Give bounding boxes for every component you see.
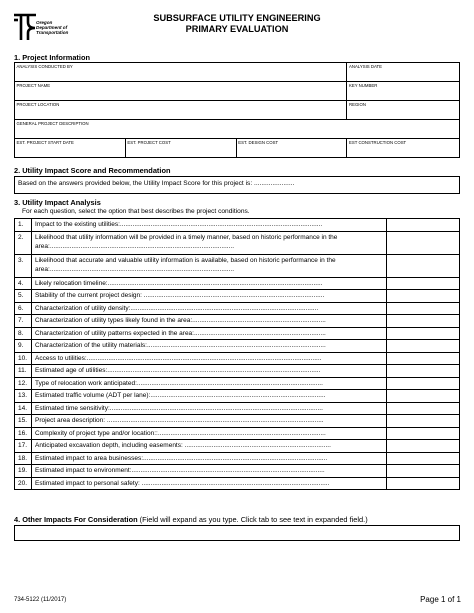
question-number: 4. (15, 277, 32, 290)
question-row (15, 340, 460, 353)
question-row (15, 254, 460, 277)
question-number: 17. (15, 440, 32, 453)
question-number: 16. (15, 427, 32, 440)
question-text: Estimated impact to environment:........................................................................................................... (32, 465, 387, 478)
question-number: 6. (15, 302, 32, 315)
question-number: 2. (15, 231, 32, 254)
page-number: Page 1 of 1 (420, 595, 461, 604)
form-number: 734-5122 (11/2017) (14, 597, 67, 603)
answer-select[interactable] (387, 231, 460, 254)
question-text: Characterization of utility patterns expected in the area:......................................................................... (32, 327, 387, 340)
answer-select[interactable] (387, 427, 460, 440)
project-location-field[interactable]: PROJECT LOCATION (15, 101, 347, 120)
question-row (15, 315, 460, 328)
answer-select[interactable] (387, 277, 460, 290)
question-number: 20. (15, 477, 32, 490)
question-text: Likelihood that utility information will be provided in a timely manner, based on historic performance in the area:...................................................................................................... (32, 231, 387, 254)
question-row (15, 452, 460, 465)
question-text: Estimated impact to area businesses:...................................................................................................... (32, 452, 387, 465)
question-row (15, 465, 460, 478)
construction-cost-field[interactable]: EST CONSTRUCTION COST (347, 139, 460, 158)
other-impacts-field[interactable] (14, 525, 460, 541)
question-text: Stability of the current project design: .................................................................................................... (32, 290, 387, 303)
question-number: 19. (15, 465, 32, 478)
answer-select[interactable] (387, 315, 460, 328)
question-text: Likelihood that accurate and valuable utility information is available, based on historic performance in the area:...................................................................................................... (32, 254, 387, 277)
answer-select[interactable] (387, 465, 460, 478)
form-title: SUBSURFACE UTILITY ENGINEERING PRIMARY EVALUATION (153, 13, 321, 34)
question-text: Estimated impact to personal safety: ........................................................................................................ (32, 477, 387, 490)
question-number: 15. (15, 415, 32, 428)
question-text: Estimated traffic volume (ADT per lane):................................................................................................. (32, 390, 387, 403)
question-number: 14. (15, 402, 32, 415)
question-row (15, 302, 460, 315)
answer-select[interactable] (387, 352, 460, 365)
question-row (15, 440, 460, 453)
question-row (15, 477, 460, 490)
section2-heading: 2. Utility Impact Score and Recommendation (14, 166, 171, 175)
question-row (15, 231, 460, 254)
answer-select[interactable] (387, 440, 460, 453)
start-date-field[interactable]: EST. PROJECT START DATE (15, 139, 126, 158)
utility-impact-score-box (14, 176, 460, 194)
question-number: 9. (15, 340, 32, 353)
answer-select[interactable] (387, 290, 460, 303)
section4-heading: 4. Other Impacts For Consideration (Field will expand as you type. Click tab to see text in expanded field.) (14, 515, 368, 524)
answer-select[interactable] (387, 302, 460, 315)
question-text: Characterization of the utility materials:................................................................................................... (32, 340, 387, 353)
question-row (15, 390, 460, 403)
answer-select[interactable] (387, 377, 460, 390)
section1-heading: 1. Project Information (14, 53, 90, 62)
answer-select[interactable] (387, 365, 460, 378)
answer-select[interactable] (387, 219, 460, 232)
question-number: 12. (15, 377, 32, 390)
question-text: Complexity of project type and/or location::............................................................................................. (32, 427, 387, 440)
question-text: Characterization of utility density:........................................................................................................ (32, 302, 387, 315)
question-row (15, 327, 460, 340)
project-cost-field[interactable]: EST. PROJECT COST (125, 139, 236, 158)
question-row (15, 277, 460, 290)
question-number: 13. (15, 390, 32, 403)
question-number: 1. (15, 219, 32, 232)
key-number-field[interactable]: KEY NUMBER (347, 82, 460, 101)
question-text: Project area description: ........................................................................................................................ (32, 415, 387, 428)
analysis-date-field[interactable]: ANALYSIS DATE (347, 63, 460, 82)
answer-select[interactable] (387, 327, 460, 340)
analysis-conducted-by-field[interactable]: ANALYSIS CONDUCTED BY (15, 63, 347, 82)
question-row (15, 377, 460, 390)
project-name-field[interactable]: PROJECT NAME (15, 82, 347, 101)
question-number: 8. (15, 327, 32, 340)
question-text: Anticipated excavation depth, including easements: ................................................................................. (32, 440, 387, 453)
question-number: 5. (15, 290, 32, 303)
answer-select[interactable] (387, 452, 460, 465)
question-text: Impact to the existing utilities:................................................................................................................ (32, 219, 387, 232)
question-row (15, 427, 460, 440)
question-text: Likely relocation timeline:....................................................................................................................... (32, 277, 387, 290)
question-text: Estimated time sensitivity:...................................................................................................................... (32, 402, 387, 415)
answer-select[interactable] (387, 402, 460, 415)
answer-select[interactable] (387, 340, 460, 353)
design-cost-field[interactable]: EST. DESIGN COST (236, 139, 347, 158)
question-row (15, 352, 460, 365)
question-number: 7. (15, 315, 32, 328)
question-number: 10. (15, 352, 32, 365)
question-text: Type of relocation work anticipated:....................................................................................................... (32, 377, 387, 390)
answer-select[interactable] (387, 390, 460, 403)
question-text: Characterization of utility types likely found in the area:.......................................................................... (32, 315, 387, 328)
question-row (15, 415, 460, 428)
answer-select[interactable] (387, 415, 460, 428)
general-description-field[interactable]: GENERAL PROJECT DESCRIPTION (15, 120, 460, 139)
question-row (15, 365, 460, 378)
agency-name: Oregon Department of Transportation (36, 20, 69, 36)
utility-impact-questions (14, 218, 460, 490)
answer-select[interactable] (387, 254, 460, 277)
question-row (15, 290, 460, 303)
project-information-table (14, 62, 460, 158)
question-text: Estimated age of utilities:...................................................................................................................... (32, 365, 387, 378)
question-number: 18. (15, 452, 32, 465)
question-number: 11. (15, 365, 32, 378)
region-field[interactable]: REGION (347, 101, 460, 120)
question-row (15, 402, 460, 415)
utility-impact-score-text: Based on the answers provided below, the Utility Impact Score for this project is: ...................... (18, 180, 295, 187)
question-row (15, 219, 460, 232)
answer-select[interactable] (387, 477, 460, 490)
section3-instruction: For each question, select the option that best describes the project conditions. (22, 208, 250, 215)
question-number: 3. (15, 254, 32, 277)
question-text: Access to utilities:.................................................................................................................................. (32, 352, 387, 365)
section3-heading: 3. Utility Impact Analysis (14, 198, 101, 207)
